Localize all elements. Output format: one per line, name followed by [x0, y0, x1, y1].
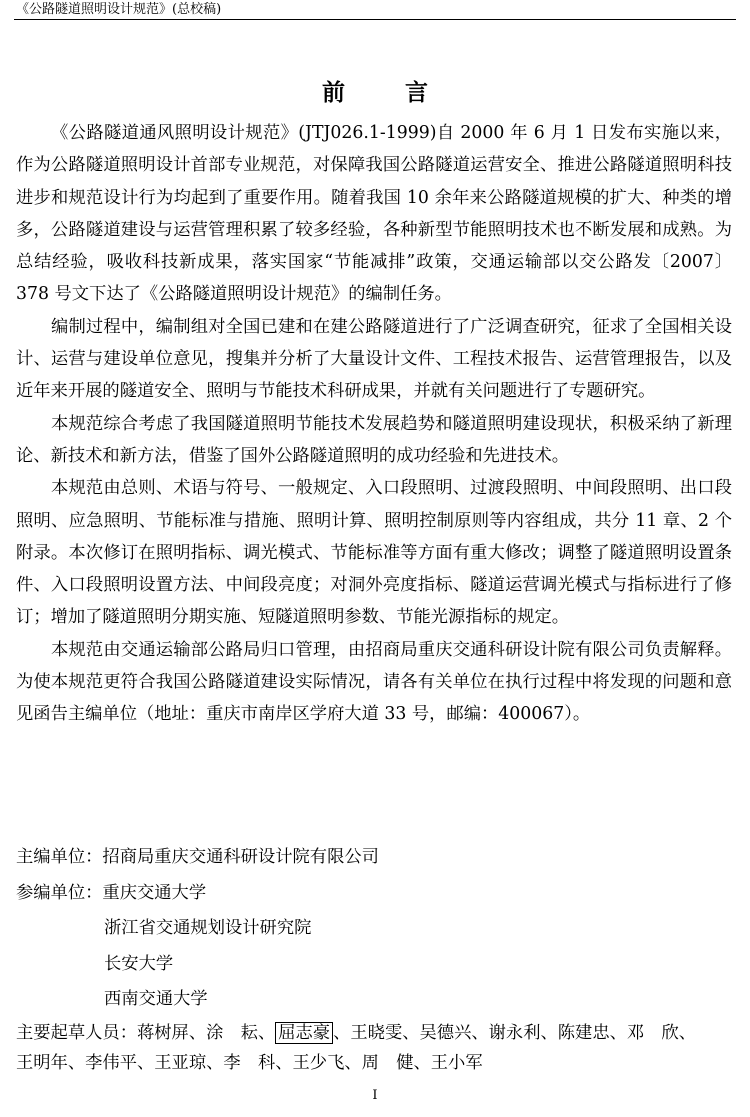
chief-editor-label: 主编单位： [16, 847, 103, 867]
page-title: 前 言 [321, 79, 454, 106]
paragraph: 本规范由总则、术语与符号、一般规定、入口段照明、过渡段照明、中间段照明、出口段照明、应急照明、节能标准与措施、照明计算、照明控制原则等内容组成，共分 11 章、2 个附录。本次修订在照明指标、调光模式、节能标准等方面有重大修改；调整了隧道照明设置条件、入口段照明设置方法、中间段亮度；对洞外亮度指标、隧道运营调光模式与指标进行了修订；增加了隧道照明分期实施、短隧道照明参数、节能光源指标的规定。 [16, 478, 732, 628]
paragraph: 《公路隧道通风照明设计规范》(JTJ026.1-1999)自 2000 年 6 月 1 日发布实施以来，作为公路隧道照明设计首部专业规范，对保障我国公路隧道运营安全、推进公路隧道照明科技进步和规范设计行为均起到了重要作用。随着我国 10 余年来公路隧道规模的扩大、种类的增多，公路隧道建设与运营管理积累了较多经验，各种新型节能照明技术也不断发展和成熟。为总结经验，吸收科技新成果，落实国家“节能减排”政策，交通运输部以交公路发〔2007〕378 号文下达了《公路隧道照明设计规范》的编制任务。 [16, 123, 732, 305]
drafters-names: 、王晓雯、吴德兴、谢永利、陈建忠、邓 欣、 [333, 1023, 697, 1043]
drafters-names: 蒋树屏、涂 耘、 [136, 1023, 276, 1043]
participating-unit: 西南交通大学 [104, 989, 208, 1009]
participating-unit: 长安大学 [104, 953, 174, 974]
contributors-section [16, 840, 732, 1018]
participating-unit-row [16, 876, 732, 912]
paragraph: 编制过程中，编制组对全国已建和在建公路隧道进行了广泛调查研究，征求了全国相关设计、运营与建设单位意见，搜集并分析了大量设计文件、工程技术报告、运营管理报告，以及近年来开展的隧道安全、照明与节能技术科研成果，并就有关问题进行了专题研究。 [16, 316, 732, 402]
participating-label: 参编单位： [16, 882, 103, 903]
participating-unit-row [16, 982, 732, 1018]
participating-unit-row [16, 947, 732, 983]
chief-editor-row [16, 840, 732, 876]
running-header: 《公路隧道照明设计规范》(总校稿) [16, 2, 222, 17]
preface-body [16, 117, 732, 731]
paragraph: 本规范综合考虑了我国隧道照明节能技术发展趋势和隧道照明建设现状，积极采纳了新理论、新技术和新方法，借鉴了国外公路隧道照明的成功经验和先进技术。 [16, 413, 732, 466]
drafters-names: 王明年、李伟平、王亚琼、李 科、王少飞、周 健、王小军 [16, 1053, 483, 1073]
drafters-section [16, 1018, 732, 1078]
boxed-name: 屈志豪 [275, 1022, 333, 1044]
drafters-row [16, 1018, 732, 1048]
chief-editor-unit: 招商局重庆交通科研设计院有限公司 [102, 847, 379, 867]
drafters-row [16, 1048, 732, 1078]
participating-unit: 重庆交通大学 [102, 882, 207, 903]
header-rule [14, 19, 736, 20]
participating-unit-row [16, 911, 732, 947]
participating-unit: 浙江省交通规划设计研究院 [104, 918, 312, 938]
paragraph: 本规范由交通运输部公路局归口管理，由招商局重庆交通科研设计院有限公司负责解释。为使本规范更符合我国公路隧道建设实际情况，请各有关单位在执行过程中将发现的问题和意见函告主编单位（地址：重庆市南岸区学府大道 33 号，邮编：400067）。 [16, 639, 732, 725]
page-number: I [372, 1088, 378, 1103]
drafters-label: 主要起草人员： [16, 1023, 137, 1043]
